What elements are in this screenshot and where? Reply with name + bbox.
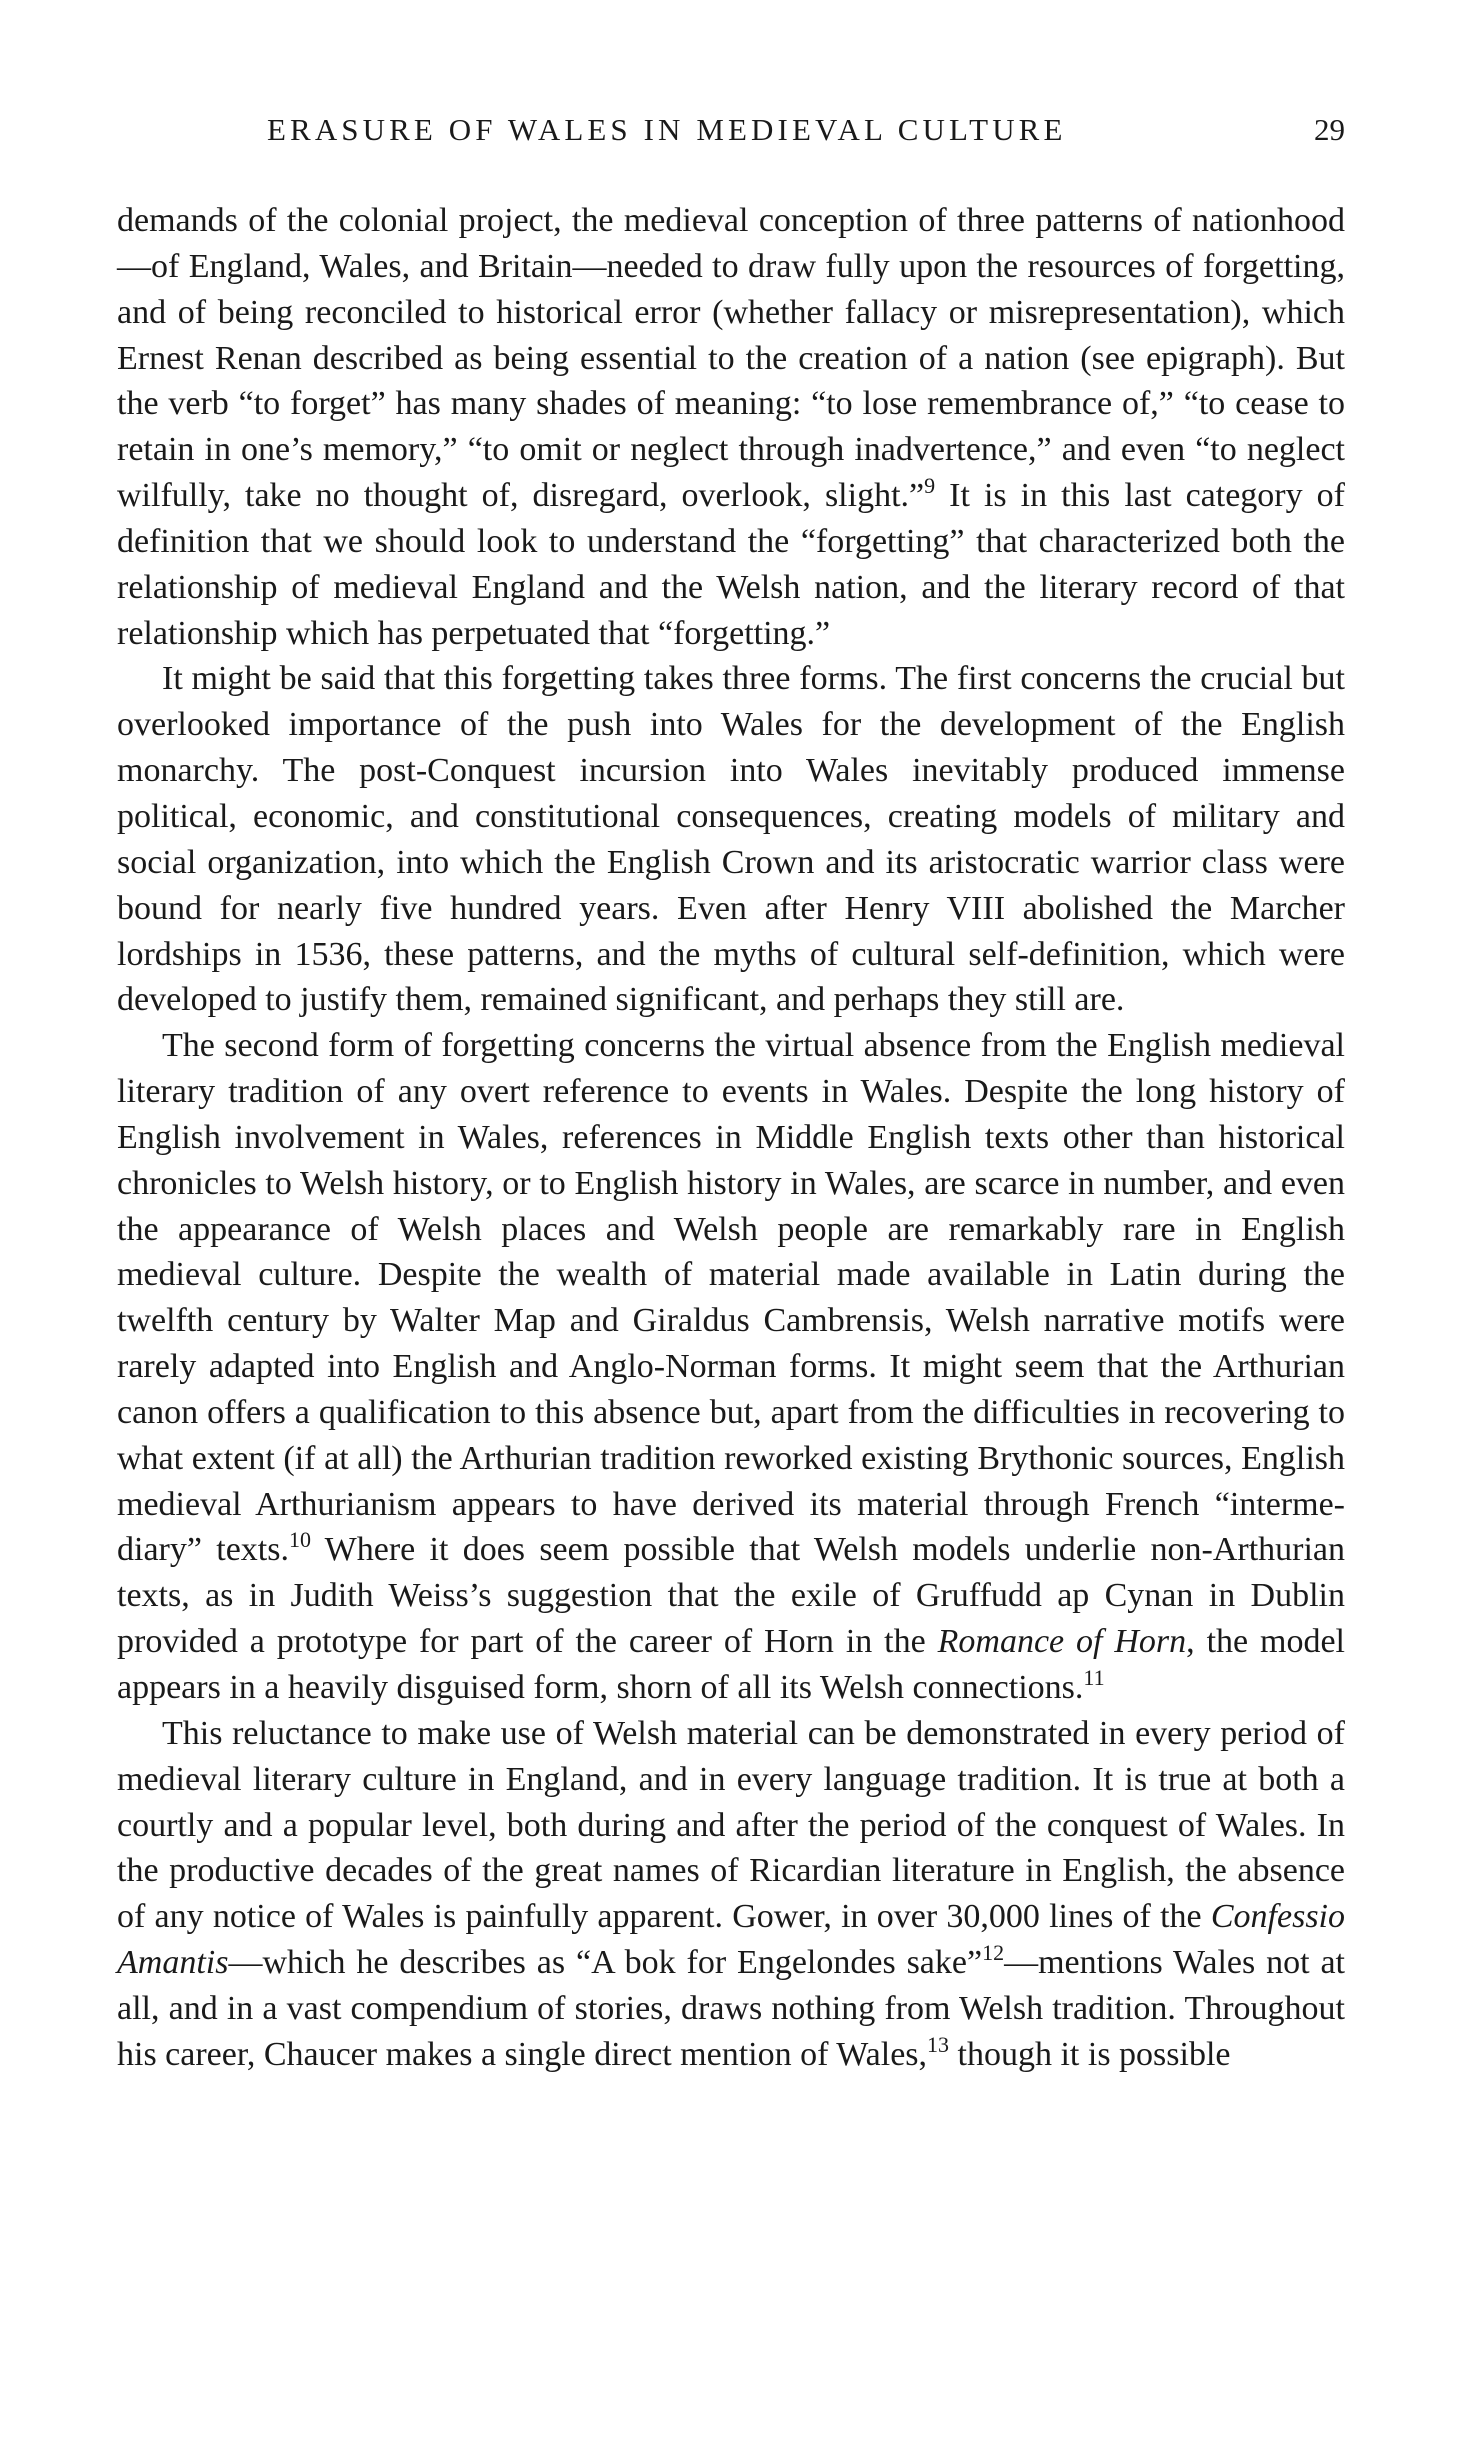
text-run: —which he describes as “A bok for Engelondes sake”	[228, 1944, 983, 1982]
text-run: This reluctance to make use of Welsh material can be demonstrated in every period of medieval literary culture in England, and in every language tradition. It is true at both a courtly and a popular level, both during and after the period of the conquest of Wales. In the productive decades of the great names of Ricardian literature in English, the absence of any notice of Wales is painfully apparent. Gower, in over 30,000 lines of the	[117, 1714, 1345, 1936]
footnote-marker: 13	[927, 2031, 950, 2057]
running-title: ERASURE OF WALES IN MEDIEVAL CULTURE	[267, 112, 1067, 147]
paragraph-4	[117, 1711, 1345, 2078]
text-run: The second form of forgetting concerns the virtual absence from the English medieval literary tradition of any overt reference to events in Wales. Despite the long history of English involvement in Wales, references in Middle English texts other than historical chronicles to Welsh history, or to English history in Wales, are scarce in number, and even the appearance of Welsh places and Welsh people are remarkably rare in English medieval culture. Despite the wealth of material made available in Latin during the twelfth century by Walter Map and Giraldus Cambrensis, Welsh narrative motifs were rarely adapted into English and Anglo-Norman forms. It might seem that the Arthurian canon offers a qualification to this absence but, apart from the difficulties in recovering to what extent (if at all) the Arthurian tradition reworked existing Brythonic sources, English medieval Arthurianism appears to have derived its material through French “intermediary” texts.	[117, 1027, 1345, 1569]
page-number: 29	[1314, 112, 1345, 147]
paragraph-3	[117, 1023, 1345, 1711]
text-run: though it is possible	[949, 2035, 1231, 2073]
text-run: Where it does seem possible that Welsh models underlie non-Arthurian texts, as in Judith Weiss’s suggestion that the exile of Gruffudd ap Cynan in Dublin provided a prototype for part of the career of Horn in the	[117, 1531, 1346, 1661]
footnote-marker: 10	[288, 1527, 311, 1553]
text-run: —mentions Wales not at all, and in a vast compendium of stories, draws nothing from Welsh tradition. Throughout his career, Chaucer makes a single direct mention of Wales,	[117, 1944, 1345, 2073]
text-run: It is in this last category of definition that we should look to understand the “forgetting” that characterized both the relationship of medieval England and the Welsh nation, and the literary record of that relationship which has perpetuated that “forgetting.”	[117, 477, 1345, 652]
body-text	[117, 198, 1345, 2078]
footnote-marker: 9	[924, 473, 936, 499]
footnote-marker: 11	[1083, 1665, 1105, 1690]
italic-title: Romance of Horn	[937, 1623, 1187, 1661]
text-run: It might be said that this forgetting takes three forms. The first concerns the crucial but overlooked importance of the push into Wales for the development of the English monarchy. The post-Conquest incursion into Wales inevitably produced immense political, economic, and constitutional consequences, creating models of military and social organization, into which the English Crown and its aristocratic warrior class were bound for nearly five hundred years. Even after Henry VIII abolished the Marcher lordships in 1536, these patterns, and the myths of cultural self-definition, which were developed to justify them, remained significant, and perhaps they still are.	[117, 660, 1345, 1019]
paragraph-2	[117, 656, 1345, 1023]
text-run: , the model appears in a heavily disguised form, shorn of all its Welsh connections.	[117, 1623, 1345, 1706]
paragraph-1	[117, 198, 1345, 656]
text-run: demands of the colonial project, the medieval conception of three patterns of nationhood—of England, Wales, and Britain—needed to draw fully upon the resources of forgetting, and of being reconciled to historical error (whether fallacy or misrepresentation), which Ernest Renan described as being essential to the creation of a nation (see epigraph). But the verb “to forget” has many shades of meaning: “to lose remembrance of,” “to cease to retain in one’s memory,” “to omit or neglect through inadvertence,” and even “to neglect wilfully, take no thought of, disregard, overlook, slight.”	[117, 202, 1345, 515]
footnote-marker: 12	[982, 1940, 1005, 1966]
running-head	[117, 112, 1345, 162]
italic-title: Confessio Amantis	[117, 1898, 1345, 1982]
